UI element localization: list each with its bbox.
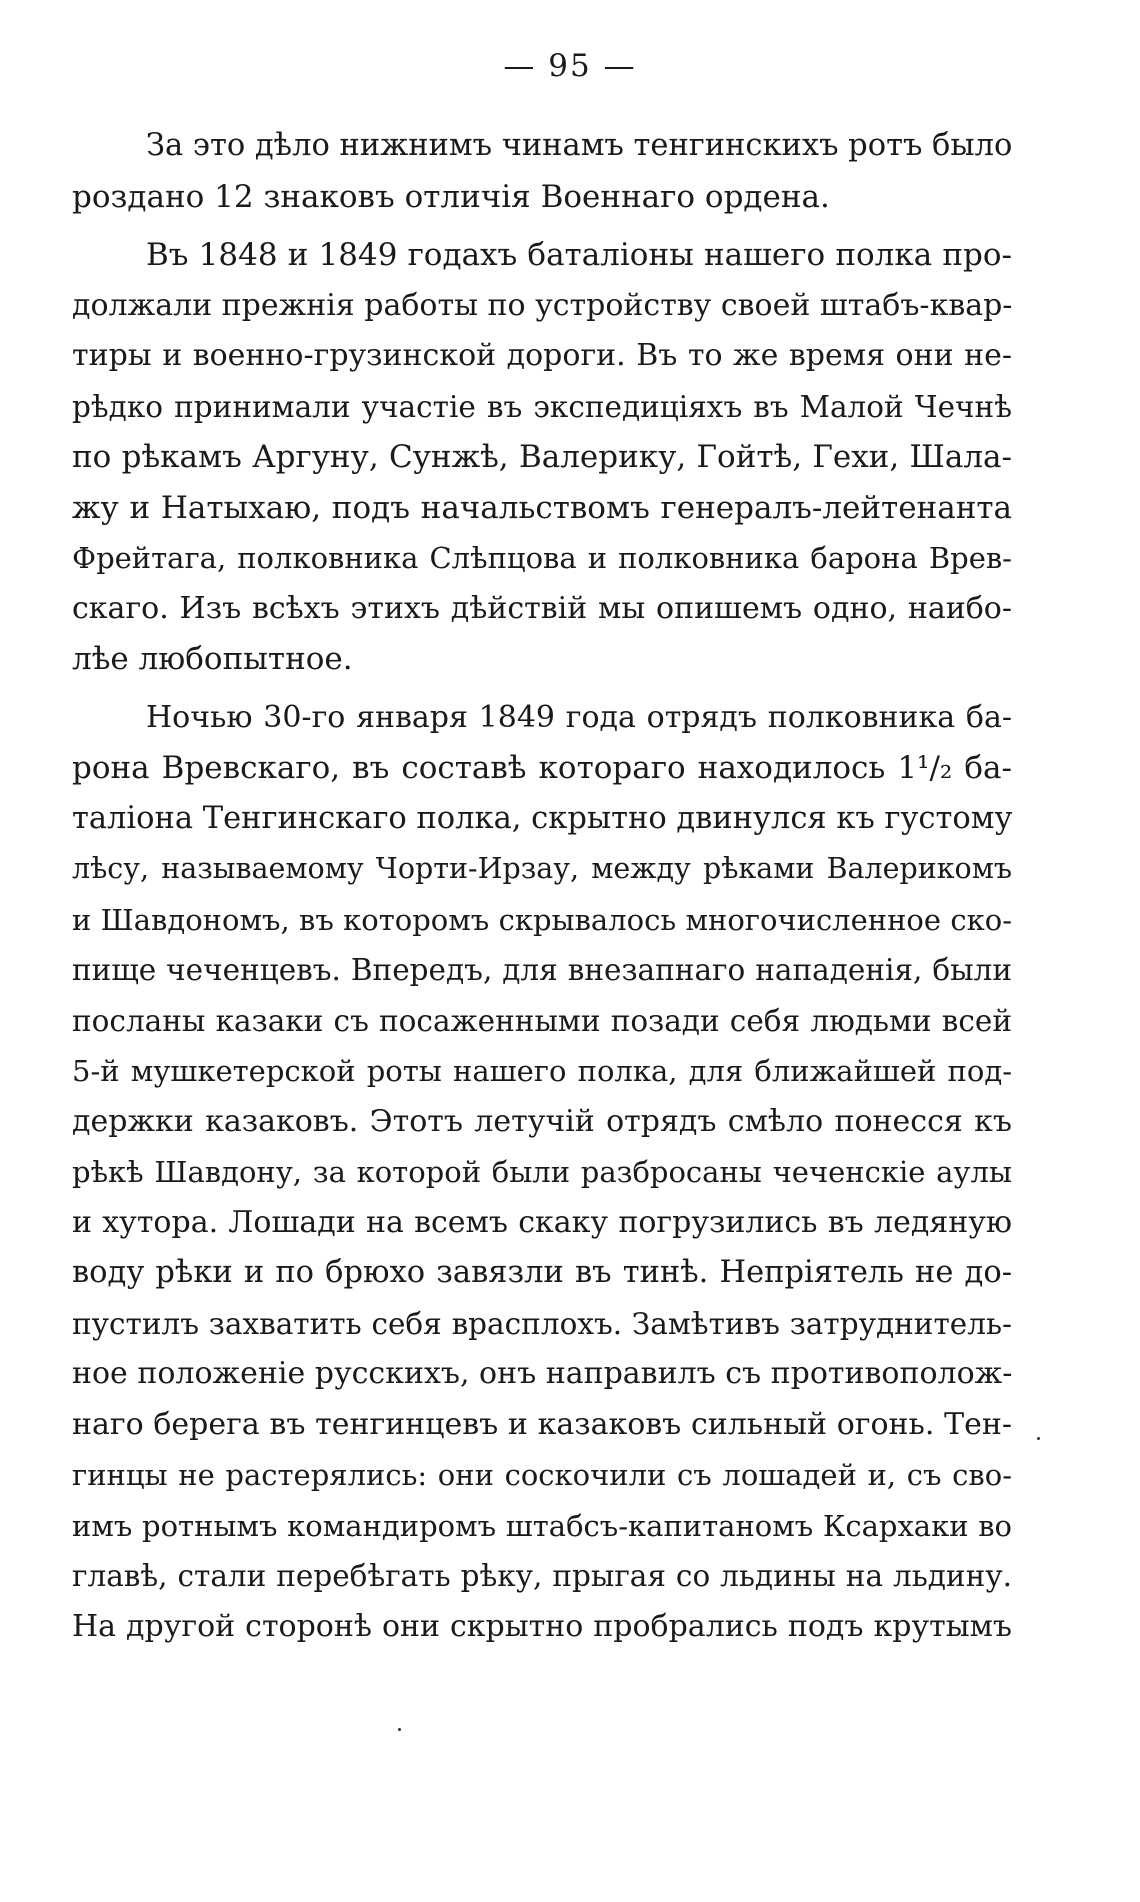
text-line: пище чеченцевъ. Впередъ, для внезапнаго нападенія, были (72, 953, 1012, 987)
paragraph-1 (72, 121, 1012, 222)
body-text (72, 121, 1012, 1652)
scan-speck (398, 1728, 401, 1731)
text-line: Въ 1848 и 1849 годахъ баталіоны нашего полка про- (146, 237, 1012, 273)
text-line: пустилъ захватить себя врасплохъ. Замѣтивъ затруднитель- (72, 1306, 1012, 1341)
text-line: тиры и военно-грузинской дороги. Въ то же время они не- (72, 338, 1012, 373)
text-line: На другой сторонѣ они скрытно пробрались подъ крутымъ (72, 1608, 1012, 1644)
paragraph-3 (72, 693, 1012, 1653)
text-line: держки казаковъ. Этотъ летучій отрядъ смѣло понесся къ (72, 1103, 1012, 1139)
text-line: рона Вревскаго, въ составѣ котораго находилось 1¹/₂ ба- (72, 750, 1012, 786)
text-line: роздано 12 знаковъ отличія Военнаго ордена. (72, 178, 830, 215)
text-line: рѣкѣ Шавдону, за которой были разбросаны чеченскіе аулы (72, 1155, 1012, 1189)
text-line: имъ ротнымъ командиромъ штабсъ-капитаномъ Ксархаки во (72, 1508, 1012, 1543)
text-line: Фрейтага, полковника Слѣпцова и полковника барона Врев- (72, 541, 1012, 575)
text-line: ное положеніе русскихъ, онъ направилъ съ противополож- (72, 1356, 1013, 1391)
scan-speck (1037, 1437, 1040, 1440)
text-line: лѣсу, называемому Чорти-Ирзау, между рѣками Валерикомъ (72, 852, 1012, 885)
text-line: и хутора. Лошади на всемъ скаку погрузились въ ледяную (72, 1204, 1012, 1240)
text-line: по рѣкамъ Аргуну, Сунжѣ, Валерику, Гойтѣ, Гехи, Шала- (72, 439, 1012, 475)
paragraph-2 (72, 230, 1012, 685)
text-line: воду рѣки и по брюхо завязли въ тинѣ. Непріятель не до- (72, 1255, 1012, 1290)
text-line: За это дѣло нижнимъ чинамъ тенгинскихъ ротъ было (146, 128, 1013, 163)
text-line: лѣе любопытное. (72, 641, 353, 677)
text-line: жу и Натыхаю, подъ начальствомъ генералъ-лейтенанта (72, 489, 1012, 526)
text-line: Ночью 30-го января 1849 года отрядъ полковника ба- (146, 699, 1012, 735)
text-line: гинцы не растерялись: они соскочили съ лошадей и, съ сво- (72, 1458, 1012, 1492)
text-line: должали прежнія работы по устройству своей штабъ-квар- (72, 287, 1013, 323)
text-line: и Шавдономъ, въ которомъ скрывалось многочисленное ско- (72, 902, 1012, 937)
page-number: — 95 — (503, 48, 637, 84)
text-line: главѣ, стали перебѣгать рѣку, прыгая со льдины на льдину. (72, 1559, 1012, 1593)
text-line: скаго. Изъ всѣхъ этихъ дѣйствій мы опишемъ одно, наибо- (72, 590, 1012, 626)
text-line: рѣдко принимали участіе въ экспедиціяхъ въ Малой Чечнѣ (72, 389, 1012, 424)
text-line: посланы казаки съ посаженными позади себя людьми всей (72, 1003, 1012, 1038)
text-line: 5-й мушкетерской роты нашего полка, для ближайшей под- (72, 1054, 1012, 1088)
text-line: таліона Тенгинскаго полка, скрытно двинулся къ густому (72, 800, 1013, 836)
text-line: наго берега въ тенгинцевъ и казаковъ сильный огонь. Тен- (72, 1406, 1012, 1442)
